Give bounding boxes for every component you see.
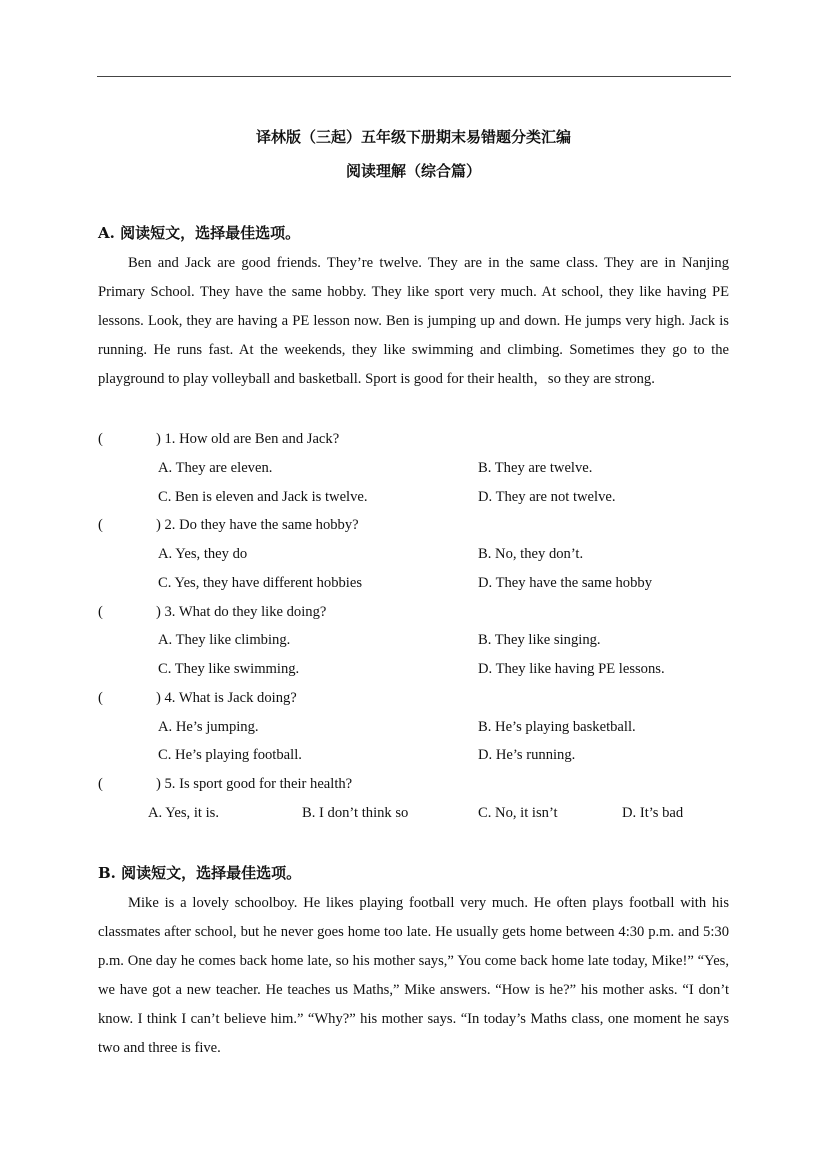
option-c: C. They like swimming.	[158, 661, 300, 677]
document-subtitle: 阅读理解（综合篇）	[345, 162, 481, 180]
section-a-heading: A. 阅读短文，选择最佳选项。	[98, 224, 301, 242]
question-text: ) 3. What do they like doing?	[156, 604, 327, 620]
answer-blank[interactable]: (	[98, 776, 103, 792]
option-b: B. No, they don’t.	[478, 546, 584, 562]
document-title: 译林版（三起）五年级下册期末易错题分类汇编	[255, 128, 571, 146]
question-3	[98, 604, 326, 621]
option-a: A. They are eleven.	[158, 460, 273, 476]
option-b: B. They are twelve.	[478, 460, 593, 476]
question-4	[98, 690, 297, 707]
option-c: C. Ben is eleven and Jack is twelve.	[158, 489, 368, 505]
option-c: C. No, it isn’t	[478, 805, 558, 821]
answer-blank[interactable]: (	[98, 517, 103, 533]
option-a: A. Yes, they do	[158, 546, 248, 562]
option-d: D. They like having PE lessons.	[478, 661, 665, 677]
option-d: D. They are not twelve.	[478, 489, 616, 505]
question-5	[98, 776, 352, 793]
question-text: ) 5. Is sport good for their health?	[156, 776, 353, 792]
option-d: D. They have the same hobby	[478, 575, 652, 591]
option-a: A. He’s jumping.	[158, 719, 259, 735]
option-d: D. It’s bad	[622, 805, 684, 821]
answer-blank[interactable]: (	[98, 431, 103, 447]
option-a: A. They like climbing.	[158, 632, 291, 648]
section-b-heading: B. 阅读短文，选择最佳选项。	[98, 864, 302, 882]
section-a-passage	[98, 249, 729, 394]
section-b-passage	[98, 889, 729, 1062]
question-1	[98, 431, 339, 448]
header-rule	[97, 76, 731, 77]
section-b-passage-text: Mike is a lovely schoolboy. He likes playing football very much. He often plays football with his classmates after school, but he never goes home too late. He usually gets home between 4:30 p.m. and 5:30 p.m. One day he comes back home late, so his mother says,” You come back home late today, Mike!” “Yes, we have got a new teacher. He teaches us Maths,” Mike answers. “How is he?” his mother asks. “I don’t know. I think I can’t believe him.” “Why?” his mother says. “In today’s Maths class, one moment he says two and three is five.	[98, 895, 729, 1056]
answer-blank[interactable]: (	[98, 604, 103, 620]
section-a-passage-text: Ben and Jack are good friends. They’re twelve. They are in the same class. They are in Nanjing Primary School. They have the same hobby. They like sport very much. At school, they like having PE lessons. Look, they are having a PE lesson now. Ben is jumping up and down. He jumps very high. Jack is running. He runs fast. At the weekends, they like swimming and climbing. Sometimes they go to the playground to play volleyball and basketball. Sport is good for their health，so they are strong.	[98, 255, 729, 387]
option-b: B. He’s playing basketball.	[478, 719, 636, 735]
option-c: C. Yes, they have different hobbies	[158, 575, 363, 591]
option-d: D. He’s running.	[478, 747, 576, 763]
question-text: ) 4. What is Jack doing?	[156, 690, 297, 706]
option-b: B. They like singing.	[478, 632, 601, 648]
option-a: A. Yes, it is.	[148, 805, 219, 821]
option-c: C. He’s playing football.	[158, 747, 302, 763]
option-b: B. I don’t think so	[302, 805, 409, 821]
answer-blank[interactable]: (	[98, 690, 103, 706]
question-text: ) 2. Do they have the same hobby?	[156, 517, 359, 533]
question-2	[98, 517, 359, 534]
question-text: ) 1. How old are Ben and Jack?	[156, 431, 340, 447]
